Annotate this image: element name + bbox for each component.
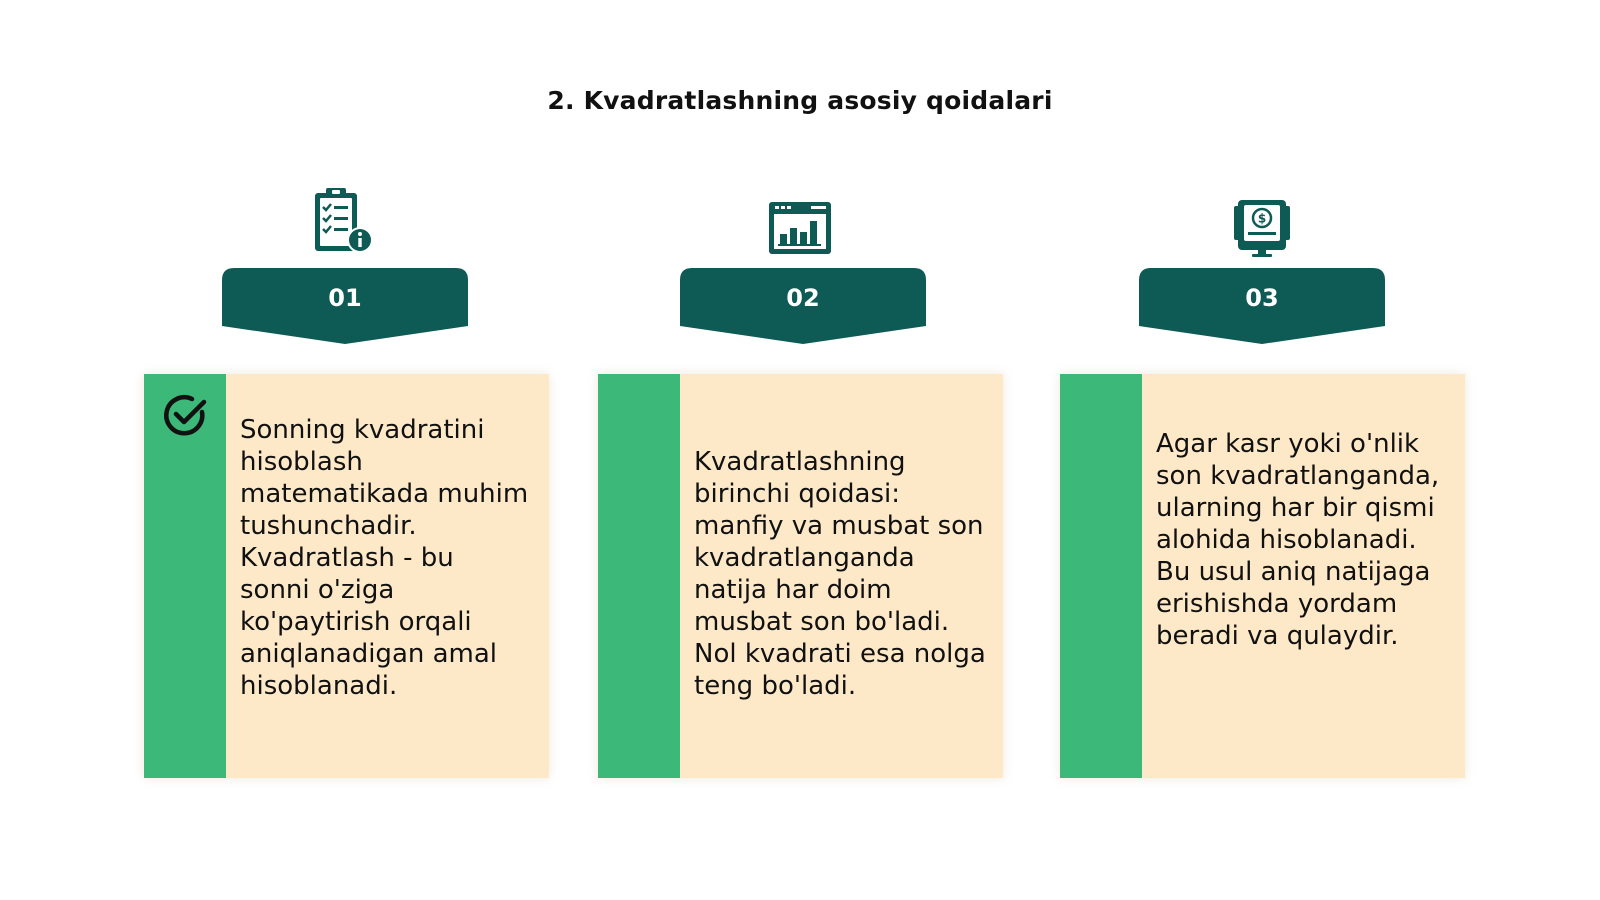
step-badge-03 [1139,268,1385,348]
dollar-monitor-icon [1228,192,1298,262]
svg-text:$: $ [1257,211,1267,226]
step-card-02 [598,374,1003,778]
card-accent-bar [144,374,226,778]
step-number: 03 [1245,284,1279,312]
browser-bar-chart-icon [765,192,835,262]
step-number: 01 [328,284,362,312]
step-badge-01 [222,268,468,348]
step-badge-02 [680,268,926,348]
page-title: 2. Kvadratlashning asosiy qoidalari [547,86,1053,115]
clipboard-checklist-info-icon [310,186,380,256]
card-accent-bar [1060,374,1142,778]
step-text: Kvadratlashning birinchi qoidasi: manfiy va musbat son kvadratlanganda natija har doim musbat son bo'ladi. Nol kvadrati esa nolga teng bo'ladi. [694,447,986,701]
step-card-01 [144,374,549,778]
step-number: 02 [786,284,820,312]
step-card-03 [1060,374,1465,778]
step-text: Agar kasr yoki o'nlik son kvadratlanganda, ularning har bir qismi alohida hisoblanadi. Bu usul aniq natijaga erishishda yordam beradi va qulaydir. [1156,429,1440,651]
card-accent-bar [598,374,680,778]
check-circle-icon [162,392,208,438]
step-text: Sonning kvadratini hisoblash matematikada muhim tushunchadir. Kvadratlash - bu sonni o'ziga ko'paytirish orqali aniqlanadigan amal hisoblanadi. [240,415,529,701]
